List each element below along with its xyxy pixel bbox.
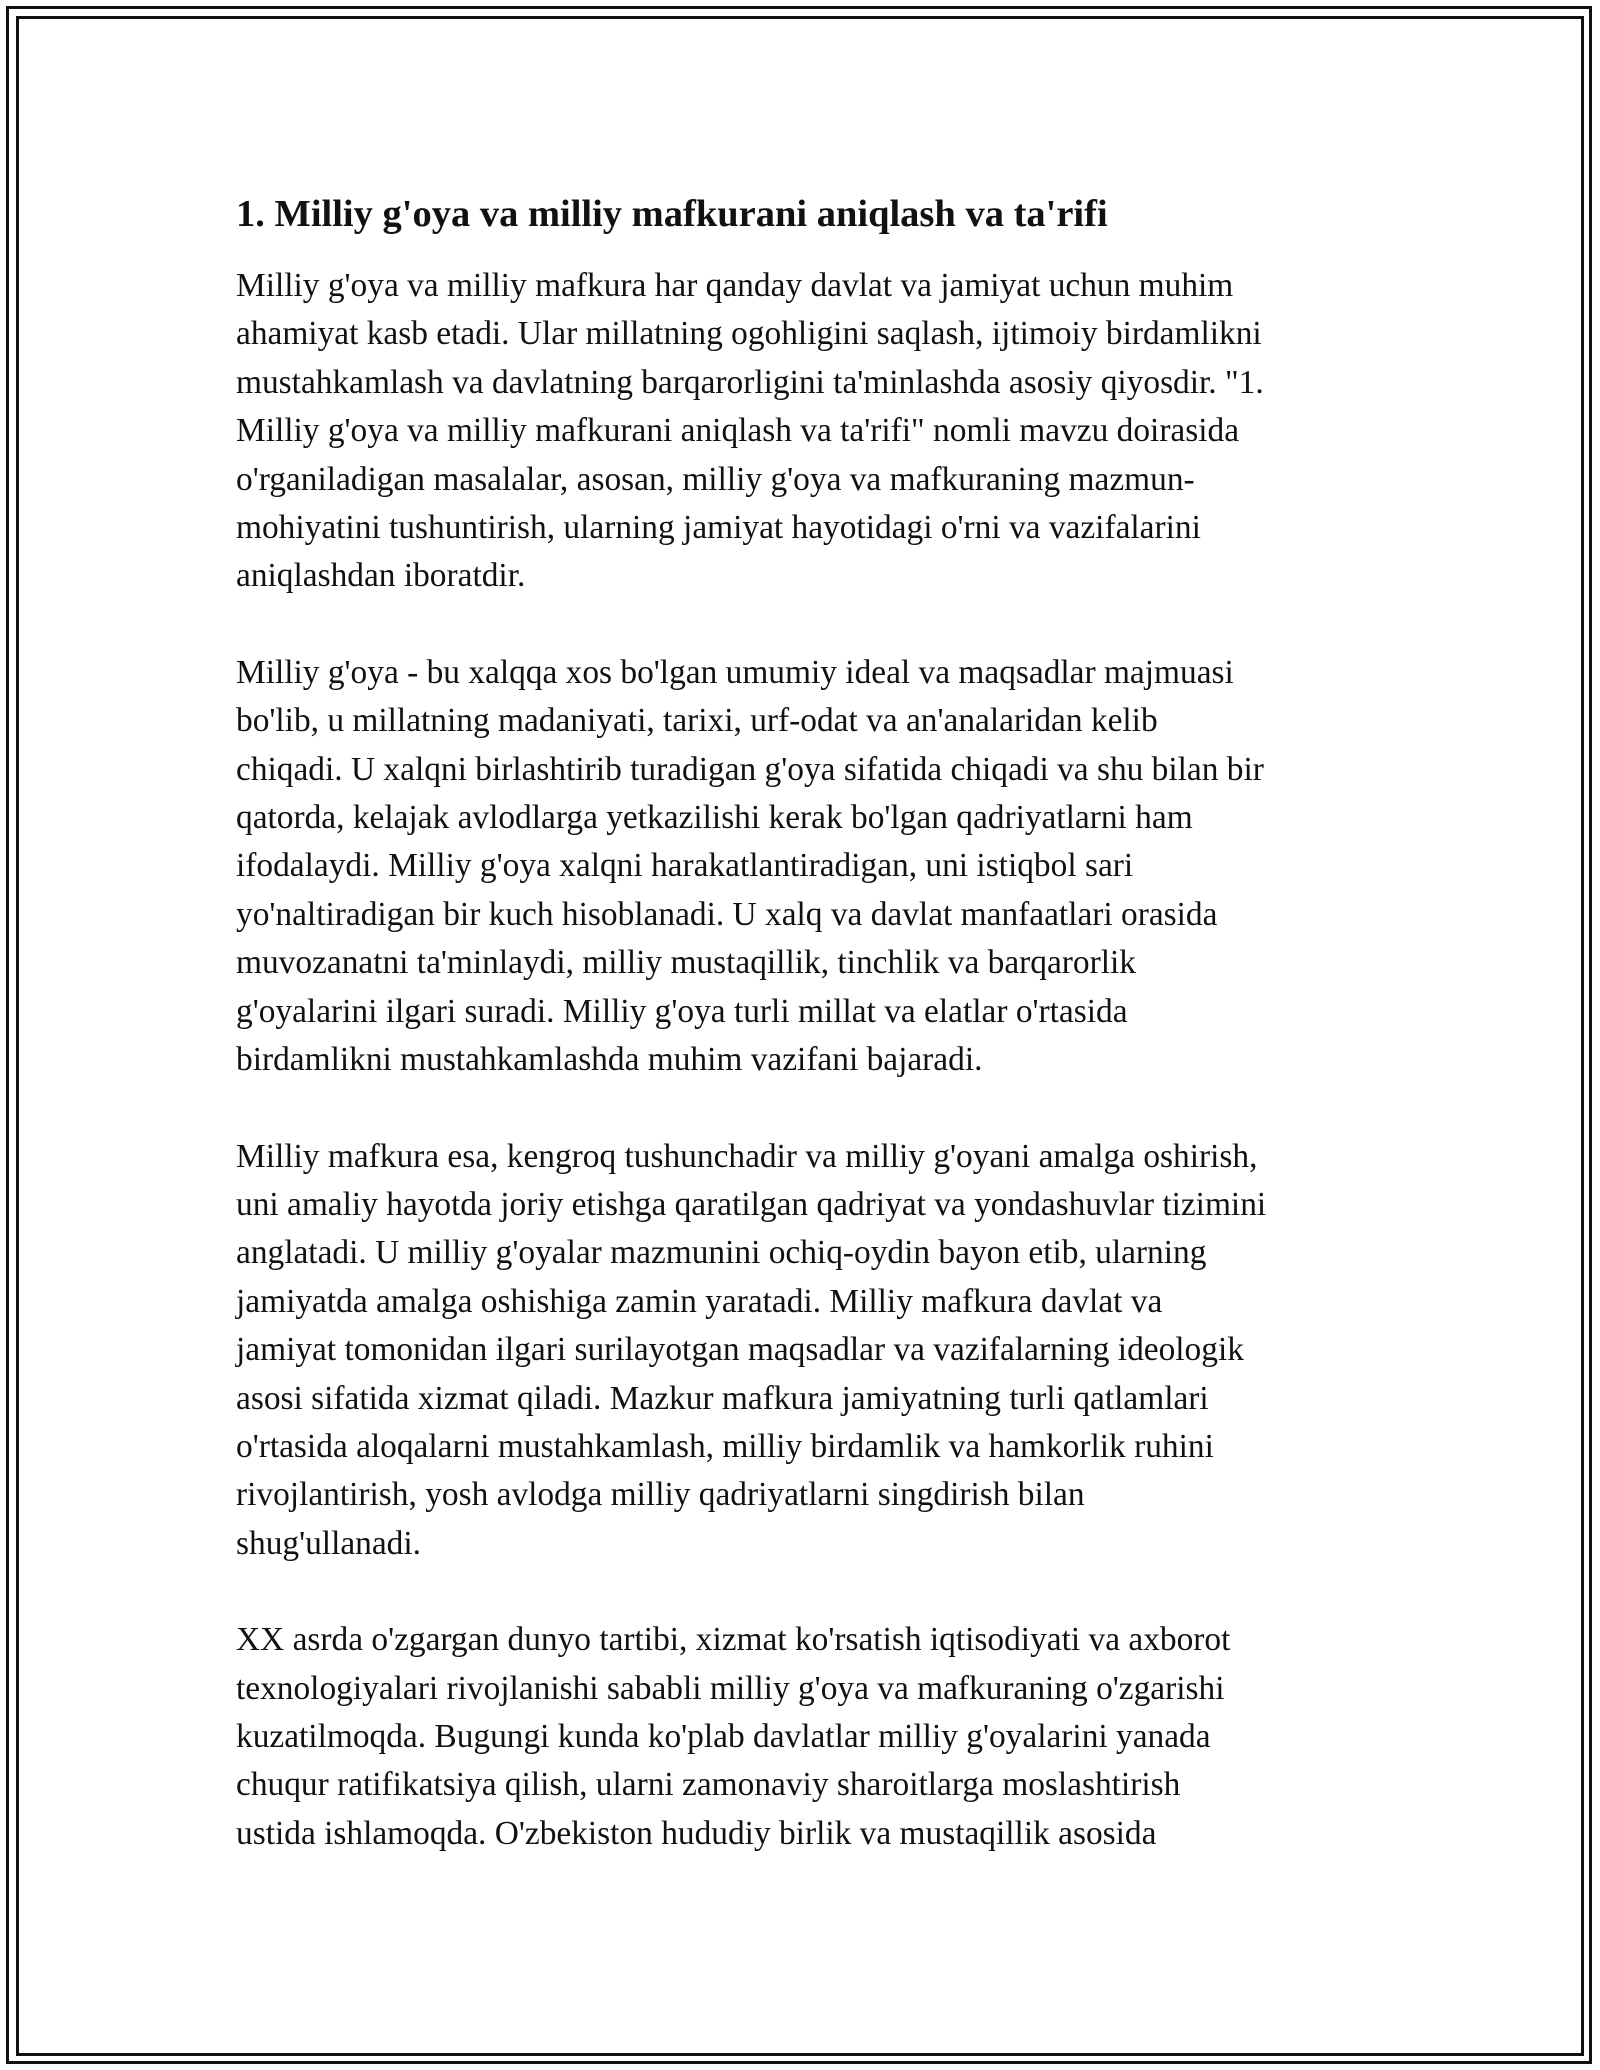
- paragraph-line: shug'ullanadi.: [236, 1524, 422, 1562]
- paragraph-line: g'oyalarini ilgari suradi. Milliy g'oya turli millat va elatlar o'rtasida: [236, 992, 1128, 1030]
- document-body: [236, 186, 1396, 1906]
- paragraph-line: o'rtasida aloqalarni mustahkamlash, milliy birdamlik va hamkorlik ruhini: [236, 1427, 1214, 1465]
- paragraph-line: uni amaliy hayotda joriy etishga qaratilgan qadriyat va yondashuvlar tizimini: [236, 1185, 1267, 1223]
- paragraph-line: ifodalaydi. Milliy g'oya xalqni harakatlantiradigan, uni istiqbol sari: [236, 847, 1134, 885]
- document-title: 1. Milliy g'oya va milliy mafkurani aniqlash va ta'rifi: [236, 193, 1108, 235]
- paragraph-line: chiqadi. U xalqni birlashtirib turadigan g'oya sifatida chiqadi va shu bilan bir: [236, 750, 1264, 788]
- paragraph-line: qatorda, kelajak avlodlarga yetkazilishi kerak bo'lgan qadriyatlarni ham: [236, 799, 1193, 837]
- paragraph-line: Milliy g'oya va milliy mafkura har qanday davlat va jamiyat uchun muhim: [236, 267, 1234, 304]
- paragraph-line: jamiyat tomonidan ilgari surilayotgan maqsadlar va vazifalarning ideologik: [236, 1331, 1244, 1369]
- paragraph-line: jamiyatda amalga oshishiga zamin yaratadi. Milliy mafkura davlat va: [236, 1282, 1163, 1320]
- paragraph-line: chuqur ratifikatsiya qilish, ularni zamonaviy sharoitlarga moslashtirish: [236, 1766, 1181, 1804]
- paragraph-1: [236, 262, 1396, 601]
- paragraph-line: Milliy g'oya - bu xalqqa xos bo'lgan umumiy ideal va maqsadlar majmuasi: [236, 653, 1234, 691]
- paragraph-line: aniqlashdan iboratdir.: [236, 557, 526, 595]
- paragraph-line: Milliy g'oya va milliy mafkurani aniqlash va ta'rifi" nomli mavzu doirasida: [236, 412, 1240, 450]
- paragraph-line: mohiyatini tushuntirish, ularning jamiyat hayotidagi o'rni va vazifalarini: [236, 509, 1201, 547]
- paragraph-line: rivojlantirish, yosh avlodga milliy qadriyatlarni singdirish bilan: [236, 1476, 1085, 1514]
- paragraph-line: XX asrda o'zgargan dunyo tartibi, xizmat ko'rsatish iqtisodiyati va axborot: [236, 1621, 1231, 1659]
- paragraph-line: kuzatilmoqda. Bugungi kunda ko'plab davlatlar milliy g'oyalarini yanada: [236, 1717, 1211, 1755]
- paragraph-4: [236, 1616, 1396, 1858]
- paragraph-line: anglatadi. U milliy g'oyalar mazmunini ochiq-oydin bayon etib, ularning: [236, 1234, 1207, 1272]
- paragraph-line: birdamlikni mustahkamlashda muhim vazifani bajaradi.: [236, 1041, 983, 1079]
- paragraph-line: Milliy mafkura esa, kengroq tushunchadir va milliy g'oyani amalga oshirish,: [236, 1137, 1258, 1175]
- paragraph-line: yo'naltiradigan bir kuch hisoblanadi. U xalq va davlat manfaatlari orasida: [236, 895, 1218, 933]
- paragraph-line: mustahkamlash va davlatning barqarorligini ta'minlashda asosiy qiyosdir. "1.: [236, 363, 1264, 401]
- paragraph-2: [236, 649, 1396, 1085]
- paragraph-line: texnologiyalari rivojlanishi sababli milliy g'oya va mafkuraning o'zgarishi: [236, 1669, 1225, 1707]
- paragraph-line: muvozanatni ta'minlaydi, milliy mustaqillik, tinchlik va barqarorlik: [236, 944, 1136, 982]
- paragraph-line: asosi sifatida xizmat qiladi. Mazkur mafkura jamiyatning turli qatlamlari: [236, 1379, 1209, 1417]
- paragraph-line: ustida ishlamoqda. O'zbekiston hududiy birlik va mustaqillik asosida: [236, 1814, 1157, 1852]
- paragraph-line: o'rganiladigan masalalar, asosan, milliy g'oya va mafkuraning mazmun-: [236, 460, 1195, 498]
- paragraph-3: [236, 1133, 1396, 1569]
- paragraph-line: bo'lib, u millatning madaniyati, tarixi, urf-odat va an'analaridan kelib: [236, 702, 1158, 740]
- paragraph-line: ahamiyat kasb etadi. Ular millatning ogohligini saqlash, ijtimoiy birdamlikni: [236, 315, 1262, 353]
